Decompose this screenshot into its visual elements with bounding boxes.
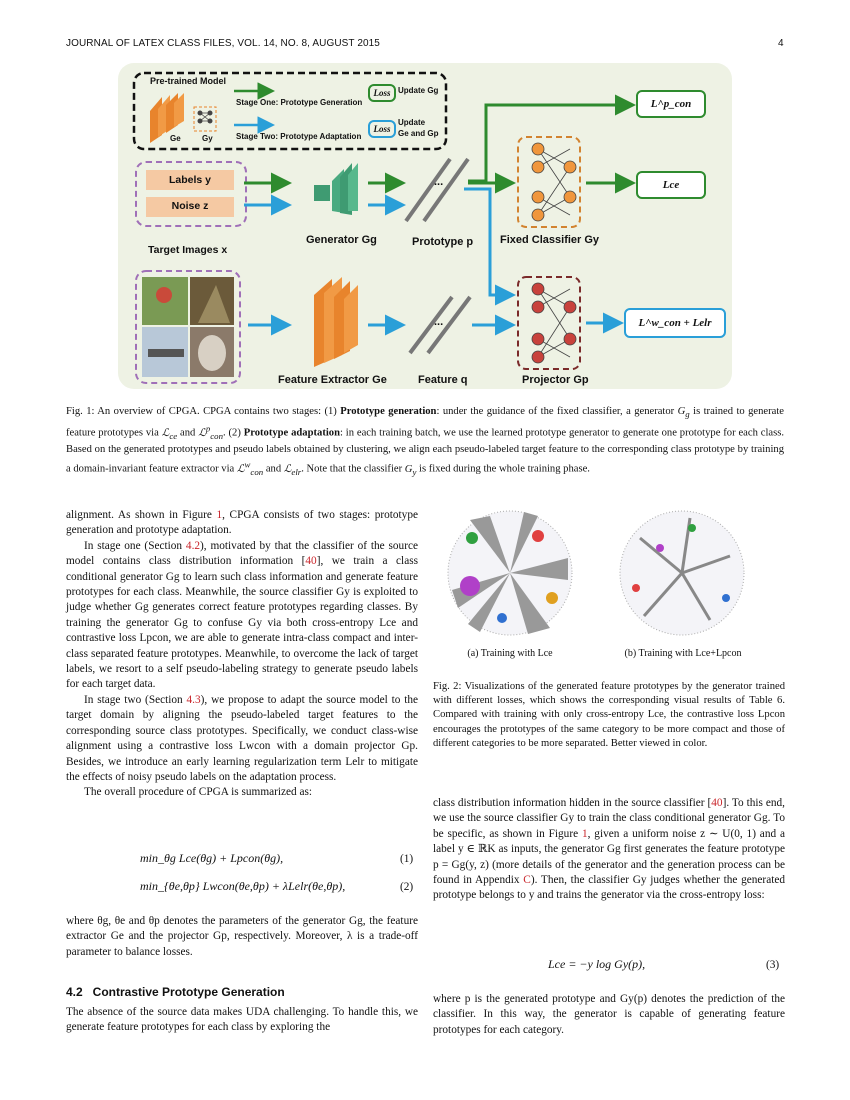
stage-two-label: Stage Two: Prototype Adaptation bbox=[236, 132, 362, 141]
equation-1-number: (1) bbox=[400, 853, 414, 865]
feature-extractor-icon bbox=[314, 277, 358, 367]
target-images-label: Target Images x bbox=[148, 244, 228, 256]
right-paragraph-1: class distribution information hidden in the source classifier [40]. To this end, we use the source classifier Gy to train the class conditional generator Gg. To be specific, as shown in Figure 1, given a uniform noise z ∼ U(0, 1) and a label y ∈ ℝK as inputs, the generator Gg first generates the feature prototype p = Gg(y, z) (more details of the generator and the generation process can be found in Appendix C). Then, the classifier Gy judges whether the generated prototype belongs to y and trains the generator via the cross-entropy loss: bbox=[433, 797, 786, 902]
legend-gy: Gy bbox=[202, 134, 213, 143]
figure2-sub-a: (a) Training with Lce bbox=[467, 648, 553, 659]
section-ref-link[interactable]: 4.2 bbox=[185, 539, 201, 552]
citation-link[interactable]: 40 bbox=[711, 797, 723, 809]
left-paragraph-3: In stage two (Section 4.3), we propose to adapt the source model to the target domain by aligning the pseudo-labeled target features to the corresponding source class prototypes. Specifically, we conduct class-wise alignment using a contrastive loss Lwcon with a domain projector Gp. Besides, we introduce an early learning regularization term Lelr to mitigate the effects of noisy pseudo labels on the adaptation process. bbox=[66, 693, 418, 783]
page-number: 4 bbox=[778, 38, 784, 49]
feature-q-label: Feature q bbox=[418, 374, 468, 386]
appendix-ref-link[interactable]: C bbox=[523, 874, 531, 887]
generator-icon bbox=[314, 163, 358, 215]
sphere-b bbox=[620, 511, 744, 635]
projector-network bbox=[532, 283, 576, 363]
update-ge-line1: Update bbox=[398, 118, 426, 127]
ellipsis-q: ... bbox=[434, 316, 444, 328]
left-paragraph-4: The overall procedure of CPGA is summarized as: bbox=[84, 786, 313, 799]
loss-box-blue: Loss bbox=[368, 120, 396, 138]
loss-ce-box: Lce bbox=[636, 171, 706, 199]
ellipsis-p: ... bbox=[434, 176, 444, 188]
section-heading: 4.2 Contrastive Prototype Generation bbox=[66, 985, 285, 999]
fig-ref-link[interactable]: 1 bbox=[216, 509, 223, 521]
left-column bbox=[66, 508, 418, 801]
equation-2: min_{θe,θp} Lwcon(θe,θp) + λLelr(θe,θp), bbox=[140, 879, 346, 893]
loss-con-w-box: L^w_con + Lelr bbox=[624, 308, 726, 338]
figure2-caption: Fig. 2: Visualizations of the generated feature prototypes by the generator trained with different losses, which shows the corresponding visual results of Table 6. Compared with training with only cross-entropy Lce, the contrastive loss Lpcon encourages the prototypes of the same category to be more compact and those of different categories to be more separated. Better viewed in color. bbox=[433, 681, 785, 749]
stage-one-label: Stage One: Prototype Generation bbox=[236, 98, 363, 107]
labels-y: Labels y bbox=[168, 174, 212, 186]
section-ref-link[interactable]: 4.3 bbox=[186, 693, 201, 706]
figure1-caption: Fig. 1: An overview of CPGA. CPGA contains two stages: (1) Prototype generation: under the guidance of the fixed classifier, a generator $G_g$ is trained to generate feature prototypes via ℒ$_{ce}$ and ℒ$^p_{con}$. (2) Prototype adaptation: in each training batch, we use the learned prototype generator to generate one prototype for each class. Based on the generated prototypes and pseudo labels obtained by clustering, we align each pseudo-labeled target feature to the corresponding class prototype by training a domain-invariant feature extractor via ℒ$^w_{con}$ and ℒ$_{elr}$. Note that the classifier $G_y$ is fixed during the whole training phase. bbox=[66, 406, 784, 477]
target-images bbox=[142, 277, 234, 377]
fixed-classifier-network bbox=[532, 143, 576, 221]
left-paragraph-5: where θg, θe and θp denotes the parameters of the generator Gg, the feature extractor Ge and the projector Gp, respectively. Moreover, λ is a trade-off parameter to balance losses. bbox=[66, 915, 418, 958]
loss-box-green: Loss bbox=[368, 84, 396, 102]
right-paragraph-2: where p is the generated prototype and Gy(p) denotes the prediction of the classifier. In this way, the generator is capable of generating feature prototypes for each category. bbox=[433, 993, 785, 1036]
citation-link[interactable]: 40 bbox=[305, 555, 317, 568]
legend-title: Pre-trained Model bbox=[150, 76, 227, 86]
update-g-label: Update Gg bbox=[398, 86, 439, 95]
loss-con-p-box: L^p_con bbox=[636, 90, 706, 118]
prototype-label: Prototype p bbox=[412, 236, 474, 248]
fig-ref-link[interactable]: 1 bbox=[581, 827, 588, 840]
equation-3-number: (3) bbox=[766, 959, 780, 971]
feature-extractor-label: Feature Extractor Ge bbox=[278, 374, 387, 386]
fixed-classifier-label: Fixed Classifier Gy bbox=[500, 234, 600, 246]
equation-1: min_θg Lce(θg) + Lpcon(θg), bbox=[140, 851, 284, 865]
legend-ge: Ge bbox=[170, 134, 181, 143]
running-header: JOURNAL OF LATEX CLASS FILES, VOL. 14, NO. 8, AUGUST 2015 bbox=[66, 38, 380, 49]
figure2-spheres bbox=[440, 508, 790, 638]
left-paragraph-1: alignment. As shown in Figure 1, CPGA consists of two stages: prototype generation and prototype adaptation. bbox=[66, 509, 418, 537]
equation-3: Lce = −y log Gy(p), bbox=[548, 957, 646, 971]
noise-z: Noise z bbox=[171, 200, 209, 212]
generator-label: Generator Gg bbox=[306, 234, 377, 246]
left-paragraph-6: The absence of the source data makes UDA challenging. To handle this, we generate feature prototypes for each class by exploring the bbox=[66, 1006, 418, 1034]
update-ge-line2: Ge and Gp bbox=[398, 129, 439, 138]
equation-2-number: (2) bbox=[400, 881, 414, 893]
figure2-sub-b: (b) Training with Lce+Lpcon bbox=[624, 648, 742, 659]
projector-label: Projector Gp bbox=[522, 374, 589, 386]
left-paragraph-2: In stage one (Section 4.2), motivated by that the classifier of the source model contains class distribution information [40], we train a class conditional generator Gg to learn such class information and generate feature prototypes for each class. Meanwhile, the source classifier Gy is exploited to judge whether Gg generates correct feature prototypes regarding classes. By training the generator Gg to confuse Gy via both cross-entropy Lce and contrastive loss Lpcon, we are able to generate intra-class compact and inter-class separated feature prototypes. Meanwhile, to overcome the lack of target labels, we resort to a self pseudo-labeling strategy to generate pseudo labels for each target data. bbox=[66, 539, 419, 691]
sphere-a bbox=[448, 511, 572, 635]
